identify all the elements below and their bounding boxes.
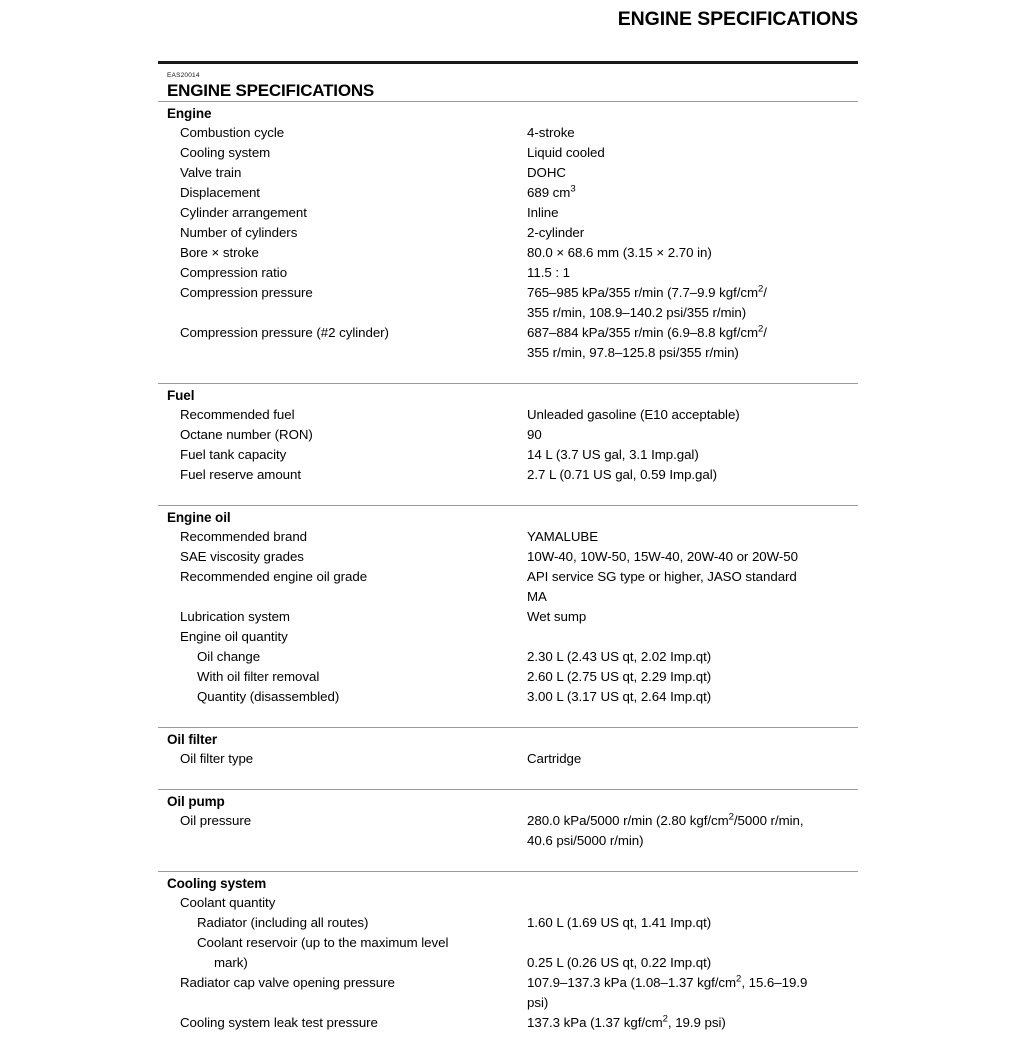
spec-label: Recommended brand <box>180 529 308 544</box>
spec-label: Fuel tank capacity <box>180 447 287 462</box>
section-spacer <box>158 707 858 727</box>
spec-label: Compression pressure <box>180 285 313 300</box>
spec-row <box>158 123 858 143</box>
section-spacer <box>158 363 858 383</box>
spec-row <box>158 973 858 1013</box>
spec-row <box>158 527 858 547</box>
spec-row <box>158 667 858 687</box>
spec-label: Cooling system leak test pressure <box>180 1015 378 1030</box>
spec-label: Coolant quantity <box>180 895 276 910</box>
running-header-title: ENGINE SPECIFICATIONS <box>617 8 858 30</box>
spec-row <box>158 223 858 243</box>
spec-row <box>158 893 858 913</box>
spec-label: Compression ratio <box>180 265 288 280</box>
section-heading: Cooling system <box>167 876 267 891</box>
spec-value: 0.25 L (0.26 US qt, 0.22 Imp.qt) <box>527 955 712 970</box>
spec-value-continuation: MA <box>527 589 547 604</box>
spec-label-continuation: mark) <box>214 955 248 970</box>
spec-row-group <box>158 811 858 851</box>
spec-label: Quantity (disassembled) <box>197 689 340 704</box>
spec-value: DOHC <box>527 165 566 180</box>
spec-section <box>158 505 858 727</box>
spec-value: 11.5 : 1 <box>527 265 570 280</box>
spec-label: Radiator (including all routes) <box>197 915 369 930</box>
spec-value: 2.7 L (0.71 US gal, 0.59 Imp.gal) <box>527 467 718 482</box>
spec-row <box>158 933 858 973</box>
spec-row <box>158 143 858 163</box>
spec-row <box>158 749 858 769</box>
spec-value: YAMALUBE <box>527 529 599 544</box>
spec-label: Recommended engine oil grade <box>180 569 368 584</box>
spec-value: 2-cylinder <box>527 225 585 240</box>
spec-value-continuation: psi) <box>527 995 549 1010</box>
spec-value: 765–985 kPa/355 r/min (7.7–9.9 kgf/$cm^2/$ 355 r/min, 108.9–140.2 psi/355 r/min) <box>527 283 858 323</box>
spec-label: Oil change <box>197 649 261 664</box>
spec-label: Engine oil quantity <box>180 629 288 644</box>
spec-value-continuation: 355 r/min, 108.9–140.2 psi/355 r/min) <box>527 305 747 320</box>
spec-row <box>158 183 858 203</box>
section-heading: Engine oil <box>167 510 231 525</box>
spec-value: Liquid cooled <box>527 145 605 160</box>
spec-row-group <box>158 123 858 363</box>
spec-row-group <box>158 405 858 485</box>
spec-row-group <box>158 893 858 1033</box>
spec-row <box>158 811 858 851</box>
spec-row <box>158 547 858 567</box>
spec-label: Fuel reserve amount <box>180 467 301 482</box>
spec-label: Oil pressure <box>180 813 252 828</box>
spec-value: 14 L (3.7 US gal, 3.1 Imp.gal) <box>527 447 699 462</box>
spec-value: 90 <box>527 427 542 442</box>
spec-label: Cooling system <box>180 145 271 160</box>
section-heading: Engine <box>167 106 212 121</box>
spec-row <box>158 263 858 283</box>
spec-value: API service SG type or higher, JASO standard MA <box>527 567 858 607</box>
spec-label: With oil filter removal <box>197 669 320 684</box>
spec-section <box>158 101 858 383</box>
spec-value: 10W-40, 10W-50, 15W-40, 20W-40 or 20W-50 <box>527 549 798 564</box>
spec-row <box>158 647 858 667</box>
spec-row <box>158 323 858 363</box>
spec-row-group <box>158 527 858 707</box>
spec-row <box>158 687 858 707</box>
eas-reference-code: EAS20014 <box>167 72 200 79</box>
spec-value: 3.00 L (3.17 US qt, 2.64 Imp.qt) <box>527 689 712 704</box>
spec-value-continuation: 355 r/min, 97.8–125.8 psi/355 r/min) <box>527 345 739 360</box>
spec-value: 2.60 L (2.75 US qt, 2.29 Imp.qt) <box>527 669 712 684</box>
spec-value: Unleaded gasoline (E10 acceptable) <box>527 407 740 422</box>
spec-label: Coolant reservoir (up to the maximum level mark) <box>158 933 527 973</box>
spec-label: Combustion cycle <box>180 125 285 140</box>
spec-row <box>158 913 858 933</box>
spec-value: 1.60 L (1.69 US qt, 1.41 Imp.qt) <box>527 915 712 930</box>
spec-label: Valve train <box>180 165 242 180</box>
spec-value: 689 $cm^3$ <box>527 183 576 200</box>
section-spacer <box>158 485 858 505</box>
spec-row <box>158 425 858 445</box>
section-heading: Fuel <box>167 388 195 403</box>
header-rule <box>158 61 858 64</box>
section-spacer <box>158 769 858 789</box>
spec-label: Octane number (RON) <box>180 427 313 442</box>
spec-row <box>158 627 858 647</box>
spec-row <box>158 445 858 465</box>
spec-label: Oil filter type <box>180 751 254 766</box>
spec-label: Radiator cap valve opening pressure <box>180 975 395 990</box>
section-spacer <box>158 1033 858 1053</box>
spec-label: Compression pressure (#2 cylinder) <box>180 325 389 340</box>
spec-row <box>158 567 858 607</box>
spec-label: Cylinder arrangement <box>180 205 307 220</box>
document-content <box>158 72 858 1053</box>
spec-row <box>158 405 858 425</box>
spec-label: Displacement <box>180 185 260 200</box>
spec-value: 4-stroke <box>527 125 575 140</box>
spec-value: 107.9–137.3 kPa (1.08–1.37 kgf/$cm^2$, 15.6–19.9 psi) <box>527 973 858 1013</box>
section-spacer <box>158 851 858 871</box>
spec-label: Lubrication system <box>180 609 290 624</box>
page-title: ENGINE SPECIFICATIONS <box>167 81 375 100</box>
spec-row <box>158 163 858 183</box>
spec-label: SAE viscosity grades <box>180 549 304 564</box>
spec-section <box>158 789 858 871</box>
spec-value: 2.30 L (2.43 US qt, 2.02 Imp.qt) <box>527 649 712 664</box>
spec-value: Wet sump <box>527 609 587 624</box>
spec-value: 280.0 kPa/5000 r/min (2.80 kgf/$cm^2/5000$ r/min, 40.6 psi/5000 r/min) <box>527 811 858 851</box>
spec-row <box>158 283 858 323</box>
spec-row <box>158 243 858 263</box>
section-heading: Oil filter <box>167 732 218 747</box>
spec-value: Inline <box>527 205 559 220</box>
spec-value: 687–884 kPa/355 r/min (6.9–8.8 kgf/$cm^2/$ 355 r/min, 97.8–125.8 psi/355 r/min) <box>527 323 858 363</box>
spec-label: Recommended fuel <box>180 407 295 422</box>
spec-section <box>158 871 858 1053</box>
spec-row-group <box>158 749 858 769</box>
spec-row <box>158 465 858 485</box>
spec-label: Bore × stroke <box>180 245 259 260</box>
spec-label: Number of cylinders <box>180 225 298 240</box>
spec-sections <box>158 101 858 1053</box>
spec-row <box>158 203 858 223</box>
spec-row <box>158 607 858 627</box>
spec-value: 80.0 × 68.6 mm (3.15 × 2.70 in) <box>527 245 712 260</box>
spec-value-continuation: 40.6 psi/5000 r/min) <box>527 833 644 848</box>
spec-section <box>158 383 858 505</box>
spec-row <box>158 1013 858 1033</box>
spec-value: 137.3 kPa (1.37 kgf/$cm^2$, 19.9 psi) <box>527 1013 726 1030</box>
spec-value: Cartridge <box>527 751 582 766</box>
spec-section <box>158 727 858 789</box>
section-heading: Oil pump <box>167 794 225 809</box>
